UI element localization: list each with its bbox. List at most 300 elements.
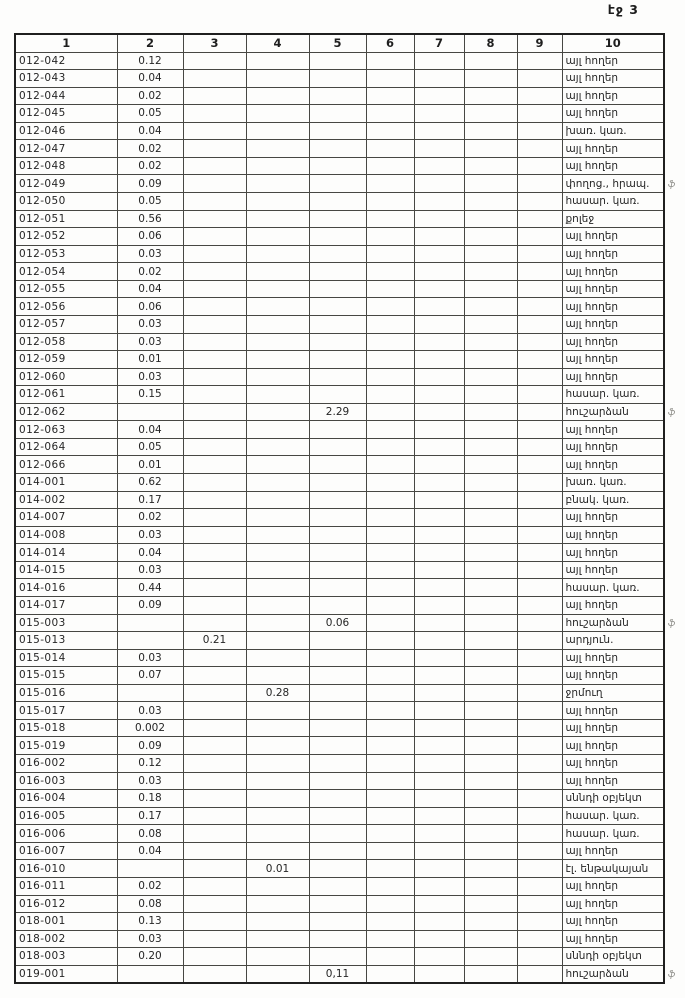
land-use-cell: այլ հողեր (562, 368, 664, 386)
value-cell (464, 140, 517, 158)
value-cell (414, 140, 464, 158)
value-cell: 0.06 (117, 228, 183, 246)
value-cell (517, 87, 562, 105)
value-cell (464, 298, 517, 316)
value-cell (183, 157, 246, 175)
value-cell (414, 614, 464, 632)
parcel-code-cell: 012-062 (15, 403, 117, 421)
value-cell: 0.56 (117, 210, 183, 228)
table-row (15, 87, 664, 105)
value-cell (517, 421, 562, 439)
value-cell (414, 368, 464, 386)
column-header-4: 4 (246, 34, 309, 52)
value-cell (366, 579, 414, 597)
value-cell: 0.07 (117, 667, 183, 685)
value-cell (246, 509, 309, 527)
value-cell (366, 649, 414, 667)
land-use-cell: այլ հողեր (562, 157, 664, 175)
table-row (15, 509, 664, 527)
land-use-cell: այլ հողեր (562, 351, 664, 369)
value-cell (309, 930, 366, 948)
value-cell (246, 386, 309, 404)
value-cell (517, 544, 562, 562)
value-cell (183, 87, 246, 105)
value-cell (517, 772, 562, 790)
value-cell (366, 157, 414, 175)
parcel-code-cell: 012-047 (15, 140, 117, 158)
value-cell: 0.17 (117, 491, 183, 509)
value-cell (366, 70, 414, 88)
value-cell (517, 280, 562, 298)
value-cell (183, 702, 246, 720)
land-use-cell: այլ հողեր (562, 526, 664, 544)
value-cell: 0.08 (117, 825, 183, 843)
table-row (15, 684, 664, 702)
value-cell (309, 509, 366, 527)
value-cell (117, 860, 183, 878)
value-cell (309, 913, 366, 931)
value-cell (246, 263, 309, 281)
parcel-code-cell: 015-017 (15, 702, 117, 720)
value-cell: 0.03 (117, 333, 183, 351)
value-cell (414, 825, 464, 843)
land-use-cell: հուշարձան (562, 403, 664, 421)
value-cell: 0.02 (117, 140, 183, 158)
parcel-code-cell: 012-066 (15, 456, 117, 474)
value-cell (464, 245, 517, 263)
value-cell (366, 509, 414, 527)
value-cell (183, 684, 246, 702)
value-cell: 0,11 (309, 965, 366, 983)
value-cell: 0.15 (117, 386, 183, 404)
value-cell (517, 913, 562, 931)
value-cell (464, 719, 517, 737)
value-cell (246, 70, 309, 88)
value-cell (246, 948, 309, 966)
table-row (15, 52, 664, 70)
table-row (15, 368, 664, 386)
table-row (15, 263, 664, 281)
land-use-cell: այլ հողեր (562, 509, 664, 527)
land-use-cell: այլ հողեր (562, 245, 664, 263)
value-cell (414, 210, 464, 228)
value-cell (183, 175, 246, 193)
table-row (15, 193, 664, 211)
value-cell (309, 702, 366, 720)
value-cell (309, 948, 366, 966)
value-cell (464, 649, 517, 667)
parcel-code-cell: 012-049 (15, 175, 117, 193)
value-cell (517, 755, 562, 773)
value-cell (246, 474, 309, 492)
value-cell (414, 263, 464, 281)
value-cell (309, 491, 366, 509)
value-cell (414, 807, 464, 825)
value-cell (414, 52, 464, 70)
value-cell (464, 965, 517, 983)
value-cell: 0.04 (117, 70, 183, 88)
value-cell (517, 140, 562, 158)
value-cell (309, 298, 366, 316)
value-cell (414, 280, 464, 298)
value-cell (464, 456, 517, 474)
value-cell: 0.04 (117, 421, 183, 439)
table-wrapper (14, 33, 685, 984)
land-use-cell: այլ հողեր (562, 298, 664, 316)
value-cell: 0.03 (117, 649, 183, 667)
value-cell (366, 280, 414, 298)
parcel-code-cell: 012-052 (15, 228, 117, 246)
table-row (15, 491, 664, 509)
parcel-code-cell: 015-015 (15, 667, 117, 685)
value-cell (517, 351, 562, 369)
value-cell (246, 807, 309, 825)
value-cell (464, 333, 517, 351)
value-cell (517, 175, 562, 193)
value-cell (366, 755, 414, 773)
value-cell (246, 315, 309, 333)
value-cell (309, 70, 366, 88)
table-row (15, 122, 664, 140)
land-use-cell: սննդի օբյեկտ (562, 948, 664, 966)
parcel-code-cell: 012-057 (15, 315, 117, 333)
value-cell: 0.01 (117, 351, 183, 369)
parcel-code-cell: 015-016 (15, 684, 117, 702)
value-cell (309, 860, 366, 878)
value-cell (414, 596, 464, 614)
value-cell (309, 755, 366, 773)
value-cell (464, 157, 517, 175)
value-cell: 0.03 (117, 930, 183, 948)
value-cell (183, 456, 246, 474)
value-cell (464, 52, 517, 70)
value-cell (464, 544, 517, 562)
value-cell (366, 667, 414, 685)
value-cell (246, 561, 309, 579)
value-cell (246, 140, 309, 158)
value-cell (309, 456, 366, 474)
value-cell (366, 614, 414, 632)
value-cell (464, 825, 517, 843)
value-cell (414, 351, 464, 369)
value-cell: 0.28 (246, 684, 309, 702)
value-cell (246, 421, 309, 439)
value-cell (517, 228, 562, 246)
value-cell (366, 596, 414, 614)
land-use-cell: այլ հողեր (562, 719, 664, 737)
land-use-cell: այլ հողեր (562, 877, 664, 895)
value-cell: 0.20 (117, 948, 183, 966)
value-cell (246, 877, 309, 895)
value-cell (517, 105, 562, 123)
value-cell (464, 122, 517, 140)
table-row (15, 561, 664, 579)
column-header-3: 3 (183, 34, 246, 52)
value-cell (517, 526, 562, 544)
table-row (15, 877, 664, 895)
value-cell (517, 438, 562, 456)
value-cell: 0.09 (117, 596, 183, 614)
value-cell (517, 860, 562, 878)
value-cell (464, 561, 517, 579)
value-cell (517, 965, 562, 983)
value-cell (183, 280, 246, 298)
value-cell (464, 860, 517, 878)
parcel-code-cell: 012-058 (15, 333, 117, 351)
value-cell (414, 860, 464, 878)
value-cell (517, 509, 562, 527)
value-cell (414, 702, 464, 720)
value-cell (414, 913, 464, 931)
land-use-cell: հասար. կառ. (562, 807, 664, 825)
value-cell (366, 842, 414, 860)
land-use-cell: փողոց., հրապ. (562, 175, 664, 193)
land-use-cell: այլ հողեր (562, 930, 664, 948)
value-cell (309, 245, 366, 263)
value-cell (183, 842, 246, 860)
value-cell (183, 122, 246, 140)
column-header-1: 1 (15, 34, 117, 52)
value-cell (309, 474, 366, 492)
value-cell (366, 561, 414, 579)
value-cell: 0.03 (117, 561, 183, 579)
value-cell (464, 474, 517, 492)
value-cell (517, 684, 562, 702)
table-row (15, 140, 664, 158)
land-use-cell: ջրմուղ (562, 684, 664, 702)
value-cell (309, 157, 366, 175)
column-header-8: 8 (464, 34, 517, 52)
parcel-code-cell: 015-013 (15, 632, 117, 650)
value-cell (366, 474, 414, 492)
land-use-cell: այլ հողեր (562, 70, 664, 88)
land-use-cell: հասար. կառ. (562, 386, 664, 404)
land-use-cell: այլ հողեր (562, 140, 664, 158)
table-row (15, 614, 664, 632)
value-cell (464, 913, 517, 931)
land-use-cell: այլ հողեր (562, 667, 664, 685)
value-cell: 0.05 (117, 105, 183, 123)
value-cell (246, 702, 309, 720)
land-use-cell: սննդի օբյեկտ (562, 790, 664, 808)
handwritten-margin-note: ֆ (668, 970, 677, 980)
parcel-code-cell: 012-061 (15, 386, 117, 404)
table-row (15, 649, 664, 667)
value-cell (464, 175, 517, 193)
value-cell (246, 157, 309, 175)
table-row (15, 930, 664, 948)
value-cell (464, 579, 517, 597)
value-cell (309, 895, 366, 913)
value-cell (517, 702, 562, 720)
value-cell (366, 298, 414, 316)
table-row (15, 280, 664, 298)
value-cell (183, 719, 246, 737)
value-cell (183, 561, 246, 579)
value-cell (366, 860, 414, 878)
value-cell (309, 632, 366, 650)
value-cell: 0.02 (117, 87, 183, 105)
value-cell (517, 930, 562, 948)
value-cell: 0.44 (117, 579, 183, 597)
value-cell (309, 438, 366, 456)
value-cell (517, 245, 562, 263)
value-cell: 0.09 (117, 175, 183, 193)
value-cell (414, 632, 464, 650)
parcel-code-cell: 016-004 (15, 790, 117, 808)
value-cell (309, 579, 366, 597)
value-cell (414, 491, 464, 509)
value-cell (414, 667, 464, 685)
value-cell (183, 772, 246, 790)
value-cell (183, 474, 246, 492)
value-cell (309, 193, 366, 211)
value-cell (246, 790, 309, 808)
value-cell (309, 87, 366, 105)
value-cell (183, 930, 246, 948)
value-cell (246, 351, 309, 369)
value-cell (517, 667, 562, 685)
parcel-code-cell: 012-054 (15, 263, 117, 281)
parcel-code-cell: 014-007 (15, 509, 117, 527)
value-cell (366, 737, 414, 755)
parcel-code-cell: 014-008 (15, 526, 117, 544)
handwritten-margin-note: ֆ (668, 408, 677, 418)
parcel-table (14, 33, 665, 984)
value-cell (183, 737, 246, 755)
handwritten-margin-note: ֆ (668, 619, 677, 629)
value-cell (309, 526, 366, 544)
value-cell (517, 315, 562, 333)
value-cell (246, 632, 309, 650)
value-cell (414, 509, 464, 527)
value-cell (414, 684, 464, 702)
value-cell (517, 491, 562, 509)
parcel-code-cell: 014-017 (15, 596, 117, 614)
value-cell (414, 544, 464, 562)
parcel-code-cell: 014-016 (15, 579, 117, 597)
value-cell (183, 825, 246, 843)
table-row (15, 421, 664, 439)
value-cell (366, 263, 414, 281)
value-cell (366, 807, 414, 825)
parcel-code-cell: 015-003 (15, 614, 117, 632)
value-cell (414, 105, 464, 123)
value-cell (183, 403, 246, 421)
value-cell (246, 965, 309, 983)
table-row (15, 386, 664, 404)
value-cell (464, 526, 517, 544)
value-cell (517, 368, 562, 386)
value-cell (183, 386, 246, 404)
value-cell (414, 193, 464, 211)
value-cell (183, 298, 246, 316)
value-cell (414, 157, 464, 175)
value-cell (246, 403, 309, 421)
land-use-cell: այլ հողեր (562, 737, 664, 755)
value-cell (183, 351, 246, 369)
value-cell: 0.13 (117, 913, 183, 931)
value-cell (183, 948, 246, 966)
value-cell (517, 790, 562, 808)
value-cell (366, 52, 414, 70)
value-cell (309, 684, 366, 702)
value-cell (464, 438, 517, 456)
value-cell: 0.62 (117, 474, 183, 492)
value-cell (464, 737, 517, 755)
value-cell (464, 614, 517, 632)
table-row (15, 456, 664, 474)
value-cell: 0.02 (117, 509, 183, 527)
table-row (15, 474, 664, 492)
parcel-code-cell: 012-042 (15, 52, 117, 70)
table-row (15, 544, 664, 562)
table-row (15, 790, 664, 808)
value-cell (246, 755, 309, 773)
parcel-code-cell: 016-011 (15, 877, 117, 895)
parcel-code-cell: 012-056 (15, 298, 117, 316)
value-cell (464, 509, 517, 527)
value-cell (414, 948, 464, 966)
value-cell (414, 561, 464, 579)
value-cell (464, 948, 517, 966)
value-cell: 0.002 (117, 719, 183, 737)
parcel-code-cell: 018-001 (15, 913, 117, 931)
value-cell (414, 755, 464, 773)
land-use-cell: այլ հողեր (562, 263, 664, 281)
value-cell (414, 403, 464, 421)
value-cell: 0.02 (117, 877, 183, 895)
value-cell (517, 807, 562, 825)
land-use-cell: այլ հողեր (562, 561, 664, 579)
parcel-code-cell: 012-050 (15, 193, 117, 211)
value-cell (414, 245, 464, 263)
value-cell (517, 596, 562, 614)
parcel-code-cell: 019-001 (15, 965, 117, 983)
value-cell (246, 193, 309, 211)
value-cell (309, 561, 366, 579)
value-cell (246, 438, 309, 456)
handwritten-margin-note: ֆ (668, 180, 677, 190)
table-row (15, 842, 664, 860)
value-cell (246, 579, 309, 597)
value-cell: 0.03 (117, 772, 183, 790)
value-cell (414, 70, 464, 88)
parcel-code-cell: 014-001 (15, 474, 117, 492)
value-cell (246, 87, 309, 105)
value-cell: 0.06 (309, 614, 366, 632)
value-cell (366, 772, 414, 790)
value-cell (309, 667, 366, 685)
value-cell (309, 280, 366, 298)
value-cell (366, 948, 414, 966)
value-cell (366, 245, 414, 263)
table-row (15, 860, 664, 878)
value-cell (414, 122, 464, 140)
value-cell (464, 702, 517, 720)
value-cell: 0.04 (117, 544, 183, 562)
value-cell (246, 280, 309, 298)
table-body (15, 52, 664, 983)
value-cell (117, 632, 183, 650)
value-cell (246, 825, 309, 843)
value-cell: 0.01 (117, 456, 183, 474)
table-row (15, 895, 664, 913)
land-use-cell: այլ հողեր (562, 228, 664, 246)
parcel-code-cell: 012-059 (15, 351, 117, 369)
value-cell (464, 351, 517, 369)
value-cell (366, 175, 414, 193)
